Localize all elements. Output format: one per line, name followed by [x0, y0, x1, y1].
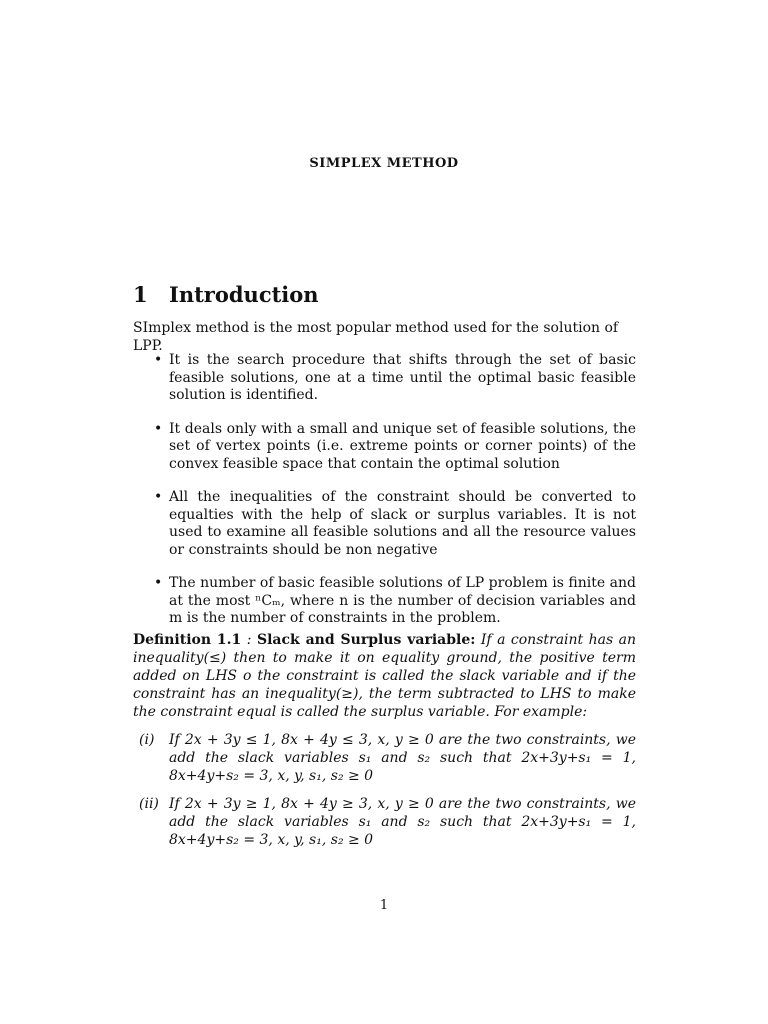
page-number: 1	[379, 898, 389, 913]
definition-body: If a constraint has an inequality(≤) then to make it on equality ground, the positive term added on LHS o the constraint is called the slack variable and if the constraint has an inequality(≥), the term subtracted to LHS to make the constraint equal is called the surplus variable. For example:	[133, 632, 637, 720]
definition-name: Slack and Surplus variable:	[256, 632, 476, 648]
document-title: SIMPLEX METHOD	[309, 156, 459, 171]
list-item	[133, 352, 636, 405]
example-marker: (ii)	[139, 796, 159, 812]
example-marker: (i)	[139, 732, 155, 748]
list-item	[133, 489, 636, 559]
example-item	[133, 795, 636, 849]
bullet-icon: •	[154, 420, 163, 437]
list-item	[133, 575, 636, 628]
list-item-text: It is the search procedure that shifts through the set of basic feasible solutions, one at a time until the optimal basic feasible solution is identified.	[169, 352, 636, 403]
bullet-icon: •	[154, 575, 163, 591]
definition-label: Definition 1.1	[133, 632, 242, 648]
section-title: Introduction	[169, 282, 319, 307]
section-number: 1	[133, 282, 148, 307]
example-text: If 2x + 3y ≥ 1, 8x + 4y ≥ 3, x, y ≥ 0 are the two constraints, we add the slack variables s₁ and s₂ such that 2x+3y+s₁ = 1, 8x+4y+s₂ = 3, x, y, s₁, s₂ ≥ 0	[169, 796, 636, 848]
example-list	[133, 731, 636, 859]
bullet-icon: •	[154, 489, 163, 505]
definition-block	[133, 631, 636, 721]
section-heading	[133, 282, 319, 307]
list-item	[133, 421, 636, 474]
list-item-text: All the inequalities of the constraint should be converted to equalties with the help of slack or surplus variables. It is not used to examine all feasible solutions and all the resource values or constraints should be non negative	[169, 489, 636, 558]
list-item-text: It deals only with a small and unique set of feasible solutions, the set of vertex points (i.e. extreme points or corner points) of the convex feasible space that contain the optimal solution	[169, 420, 636, 472]
bullet-icon: •	[154, 352, 163, 368]
list-item-text: The number of basic feasible solutions of LP problem is finite and at the most ⁿCₘ, where n is the number of decision variables and m is the number of constraints in the problem.	[169, 575, 636, 626]
example-text: If 2x + 3y ≤ 1, 8x + 4y ≤ 3, x, y ≥ 0 are the two constraints, we add the slack variables s₁ and s₂ such that 2x+3y+s₁ = 1, 8x+4y+s₂ = 3, x, y, s₁, s₂ ≥ 0	[169, 732, 636, 784]
definition-separator: :	[246, 632, 252, 648]
intro-paragraph: SImplex method is the most popular method used for the solution of LPP.	[133, 320, 619, 354]
example-item	[133, 731, 636, 785]
bullet-list	[133, 352, 636, 644]
